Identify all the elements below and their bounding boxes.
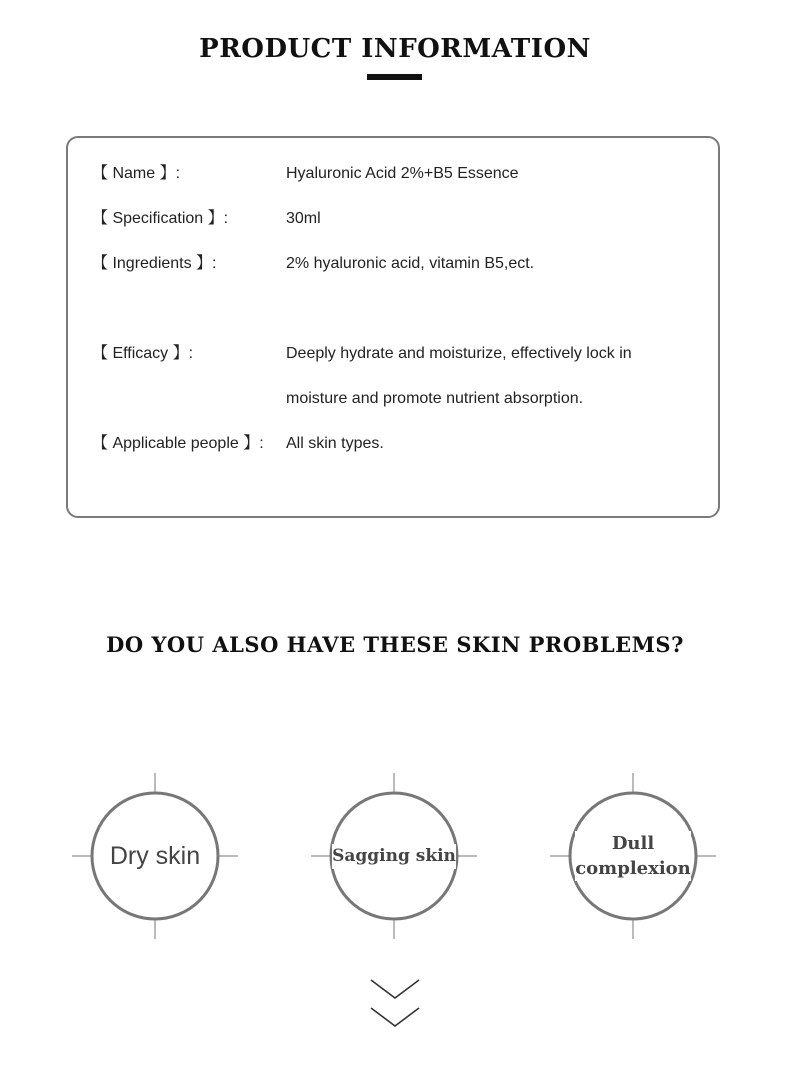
page-title: PRODUCT INFORMATION	[199, 34, 591, 64]
problem-label-line1: Dull	[575, 831, 691, 856]
info-value-name: Hyaluronic Acid 2%+B5 Essence	[286, 165, 519, 182]
title-underline	[367, 74, 422, 80]
info-value-efficacy-line2: moisture and promote nutrient absorption.	[286, 390, 584, 407]
problem-dull-complexion	[550, 773, 716, 939]
info-value-ingredients: 2% hyaluronic acid, vitamin B5,ect.	[286, 255, 535, 272]
info-value-applicable-people: All skin types.	[286, 435, 384, 452]
problem-label: Dry skin	[109, 841, 201, 870]
info-label-ingredients: 【 Ingredients 】:	[92, 255, 217, 272]
info-label-specification: 【 Specification 】:	[92, 210, 229, 227]
problem-label	[575, 831, 691, 881]
info-label-efficacy: 【 Efficacy 】:	[92, 345, 194, 362]
problem-label: Sagging skin	[332, 844, 456, 869]
problem-dry-skin	[72, 773, 238, 939]
double-chevron-down-icon[interactable]	[368, 978, 422, 1032]
problem-sagging-skin	[311, 773, 477, 939]
skin-problems-title: DO YOU ALSO HAVE THESE SKIN PROBLEMS?	[106, 632, 684, 657]
info-label-applicable-people: 【 Applicable people 】:	[92, 435, 264, 452]
info-value-efficacy: Deeply hydrate and moisturize, effectively lock in	[286, 345, 632, 362]
product-info-box	[66, 136, 720, 518]
info-label-name: 【 Name 】:	[92, 165, 181, 182]
problem-label-line2: complexion	[575, 858, 691, 879]
info-value-specification: 30ml	[286, 210, 321, 227]
